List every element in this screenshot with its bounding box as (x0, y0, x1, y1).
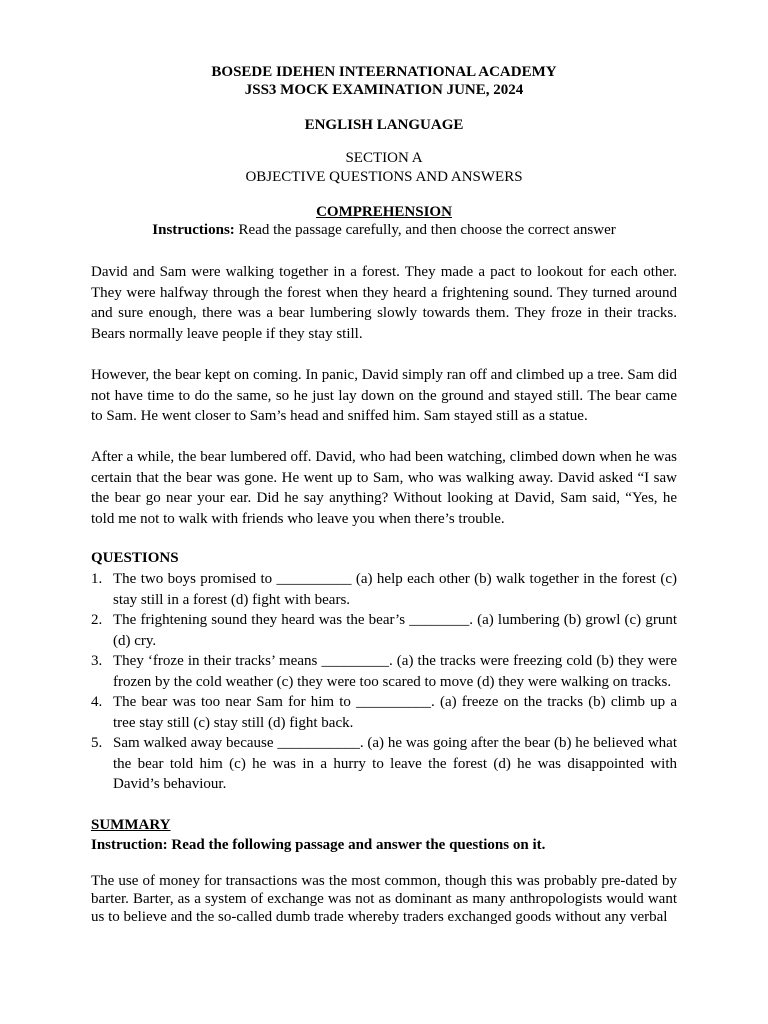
summary-instruction: Instruction: Read the following passage and answer the questions on it. (91, 837, 546, 853)
summary-heading: SUMMARY (91, 817, 171, 833)
question-number: 1. (91, 571, 103, 587)
passage-paragraph: David and Sam were walking together in a forest. They made a pact to lookout for each other. They were halfway through the forest when they heard a frightening sound. They turned around and sure enough, there was a bear lumbering slowly towards them. They froze in their tracks. Bears normally leave people if they stay still. (91, 264, 677, 342)
question-text: They ‘froze in their tracks’ means _________. (a) the tracks were freezing cold (b) they were frozen by the cold weather (c) they were too scared to move (d) they were walking on tracks. (113, 653, 677, 690)
school-name: BOSEDE IDEHEN INTEERNATIONAL ACADEMY (211, 64, 557, 80)
section-subtitle: OBJECTIVE QUESTIONS AND ANSWERS (245, 169, 523, 185)
instructions-label: Instructions: (152, 222, 235, 238)
comprehension-heading: COMPREHENSION (316, 204, 452, 220)
questions-heading: QUESTIONS (91, 550, 179, 566)
comprehension-instructions (0, 222, 768, 239)
question-number: 3. (91, 653, 103, 669)
question-text: The two boys promised to __________ (a) help each other (b) walk together in the forest (c) stay still in a forest (d) fight with bears. (113, 571, 677, 608)
question-item (91, 733, 677, 795)
exam-title: JSS3 MOCK EXAMINATION JUNE, 2024 (244, 82, 524, 98)
passage-paragraph: However, the bear kept on coming. In panic, David simply ran off and climbed up a tree. Sam did not have time to do the same, so he just lay down on the ground and stayed still. The bear came to Sam. He went closer to Sam’s head and sniffed him. Sam stayed still as a statue. (91, 367, 677, 424)
question-text: Sam walked away because ___________. (a) he was going after the bear (b) he believed what the bear told him (c) he was in a hurry to leave the forest (d) he was disappointed with David’s behaviour. (113, 735, 677, 792)
question-item (91, 692, 677, 733)
question-text: The frightening sound they heard was the bear’s ________. (a) lumbering (b) growl (c) grunt (d) cry. (113, 612, 677, 649)
subject-title: ENGLISH LANGUAGE (304, 117, 464, 133)
question-item (91, 610, 677, 651)
question-number: 4. (91, 694, 103, 710)
summary-paragraph: The use of money for transactions was the most common, though this was probably pre-dated by barter. Barter, as a system of exchange was not as dominant as many anthropologists would want us to believe and the so-called dumb trade whereby traders exchanged goods without any verbal (91, 873, 677, 925)
question-text: The bear was too near Sam for him to __________. (a) freeze on the tracks (b) climb up a tree stay still (c) stay still (d) fight back. (113, 694, 677, 731)
questions-list (91, 569, 677, 795)
question-number: 5. (91, 735, 103, 751)
instructions-text: Read the passage carefully, and then choose the correct answer (234, 222, 616, 238)
section-title: SECTION A (345, 150, 423, 166)
question-item (91, 651, 677, 692)
passage-paragraph: After a while, the bear lumbered off. David, who had been watching, climbed down when he was certain that the bear was gone. He went up to Sam, who was walking away. David asked “I saw the bear go near your ear. Did he say anything? Without looking at David, Sam said, “Yes, he told me not to walk with friends who leave you when there’s trouble. (91, 449, 677, 527)
question-item (91, 569, 677, 610)
question-number: 2. (91, 612, 103, 628)
